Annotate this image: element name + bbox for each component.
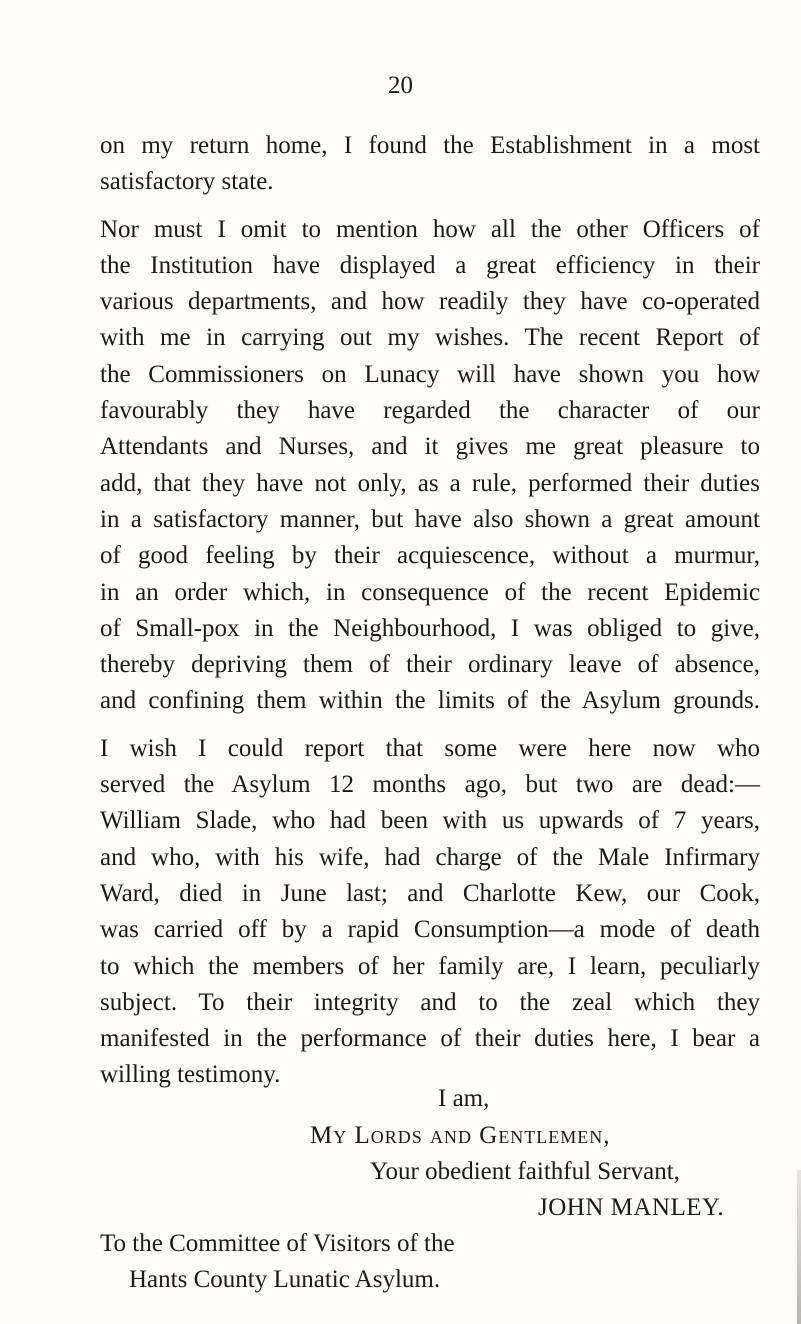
text-line: thereby depriving them of their ordinary leave of absence, (100, 651, 760, 679)
text-line: of Small-pox in the Neighbourhood, I was obliged to give, (100, 614, 760, 642)
text-line: I wish I could report that some were here now who (100, 734, 760, 762)
text-line: to which the members of her family are, I learn, peculiarly (100, 952, 760, 980)
text-line: Nor must I omit to mention how all the other Officers of (100, 215, 760, 243)
paragraph-2 (100, 212, 760, 720)
text-line: manifested in the performance of their duties here, I bear a (100, 1025, 760, 1053)
text-line: served the Asylum 12 months ago, but two are dead:— (100, 771, 760, 799)
closing-i-am: I am, (438, 1085, 490, 1112)
text-line: the Commissioners on Lunacy will have shown you how (100, 360, 760, 388)
page-number: 20 (388, 72, 413, 99)
text-line: various departments, and how readily they have co-operated (100, 288, 760, 316)
text-line: in an order which, in consequence of the recent Epidemic (100, 578, 760, 606)
text-line: satisfactory state. (100, 168, 274, 196)
text-line: in a satisfactory manner, but have also shown a great amount (100, 505, 760, 533)
letter-body (100, 128, 760, 1094)
text-line: Ward, died in June last; and Charlotte Kew, our Cook, (100, 879, 760, 907)
page-edge-shadow (797, 1170, 801, 1324)
text-line: subject. To their integrity and to the zeal which they (100, 988, 760, 1016)
closing-obedient: Your obedient faithful Servant, (370, 1158, 680, 1185)
paragraph-3 (100, 731, 760, 1094)
addressee-line-2: Hants County Lunatic Asylum. (129, 1266, 441, 1293)
text-line: add, that they have not only, as a rule, performed their duties (100, 469, 760, 497)
addressee-line-1: To the Committee of Visitors of the (100, 1230, 455, 1257)
text-line: Attendants and Nurses, and it gives me great pleasure to (100, 433, 760, 461)
text-line: William Slade, who had been with us upwards of 7 years, (100, 807, 760, 835)
text-line: and who, with his wife, had charge of the Male Infirmary (100, 843, 760, 871)
text-line: and confining them within the limits of the Asylum grounds. (100, 687, 760, 715)
text-line: favourably they have regarded the character of our (100, 397, 760, 425)
text-line: willing testimony. (100, 1061, 281, 1089)
text-line: with me in carrying out my wishes. The recent Report of (100, 324, 760, 352)
text-line: of good feeling by their acquiescence, without a murmur, (100, 542, 760, 570)
text-line: on my return home, I found the Establishment in a most (100, 132, 760, 159)
paragraph-1 (100, 128, 760, 201)
signature: JOHN MANLEY. (538, 1194, 725, 1221)
text-line: the Institution have displayed a great efficiency in their (100, 251, 760, 279)
closing-salutation: My Lords and Gentlemen, (310, 1122, 611, 1149)
text-line: was carried off by a rapid Consumption—a mode of death (100, 916, 760, 944)
